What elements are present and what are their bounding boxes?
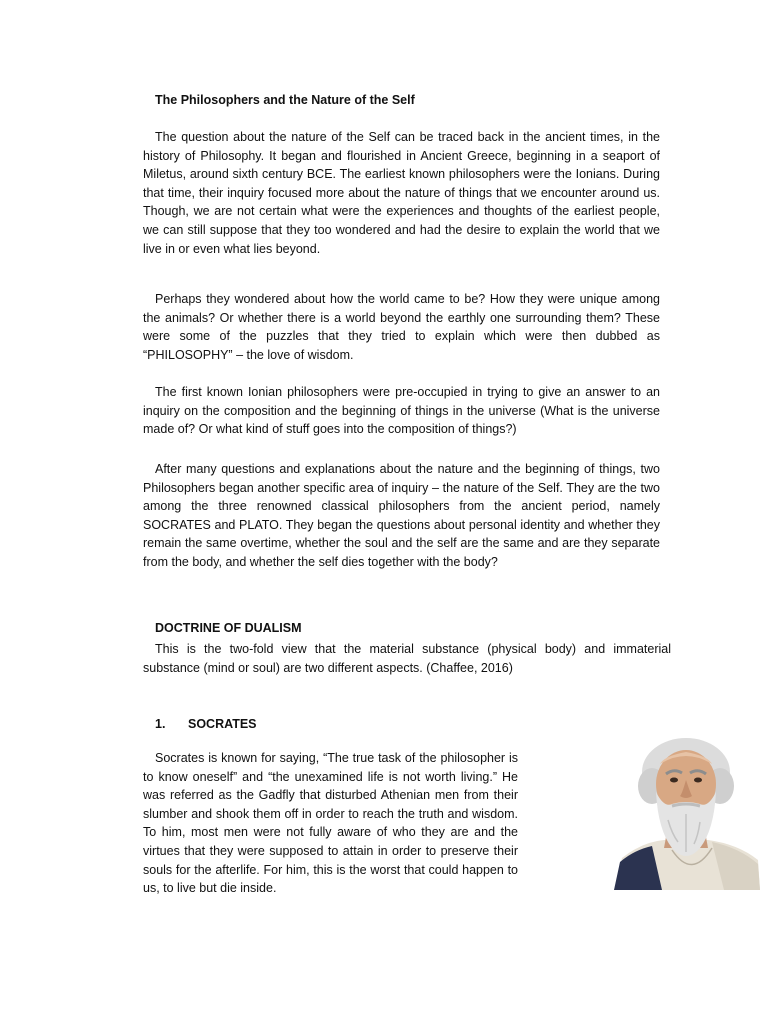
socrates-bust-icon: [612, 730, 760, 890]
paragraph-2: Perhaps they wondered about how the world came to be? How they were unique among the animals? Or whether there is a world beyond the earthly one surrounding them? These were some of the puzzles that they tried to explain which were then dubbed as “PHILOSOPHY” – the love of wisdom.: [143, 292, 660, 362]
paragraph-3: The first known Ionian philosophers were pre-occupied in trying to give an answer to an inquiry on the composition and the beginning of things in the universe (What is the universe made of? Or what kind of stuff goes into the composition of things?): [143, 385, 660, 437]
socrates-paragraph: Socrates is known for saying, “The true task of the philosopher is to know oneself” and “the unexamined life is not worth living.” He was referred as the Gadfly that disturbed Athenian men from their slumber and shook them off in order to reach the truth and wisdom. To him, most men were not fully aware of who they are and the virtues that they were supposed to attain in order to preserve their souls for the afterlife. For him, this is the worst that could happen to us, to live but die inside.: [143, 751, 518, 896]
section-number: 1.: [155, 717, 166, 731]
intro-paragraph: The question about the nature of the Self can be traced back in the ancient times, in the history of Philosophy. It began and flourished in Ancient Greece, beginning in a seaport of Miletus, around sixth century BCE. The earliest known philosophers were the Ionians. During that time, their inquiry focused more about the nature of things that we encounter around us. Though, we are not certain what were the experiences and thoughts of the earliest people, we can still suppose that they too wondered and had the desire to explain the world that we live in or even what lies beyond.: [143, 130, 660, 256]
paragraph-4: After many questions and explanations about the nature and the beginning of things, two Philosophers began another specific area of inquiry – the nature of the Self. They are the two among the three renowned classical philosophers from the ancient period, namely SOCRATES and PLATO. They began the questions about personal identity and whether they remain the same overtime, whether the soul and the self are the same and are they separate from the body, and whether the self dies together with the body?: [143, 462, 660, 569]
dualism-definition: This is the two-fold view that the material substance (physical body) and immaterial substance (mind or soul) are two different aspects. (Chaffee, 2016): [143, 642, 671, 675]
socrates-heading-label: SOCRATES: [188, 717, 257, 731]
page-title: The Philosophers and the Nature of the Self: [155, 93, 415, 107]
socrates-heading: [155, 717, 257, 731]
dualism-heading: DOCTRINE OF DUALISM: [155, 621, 302, 635]
